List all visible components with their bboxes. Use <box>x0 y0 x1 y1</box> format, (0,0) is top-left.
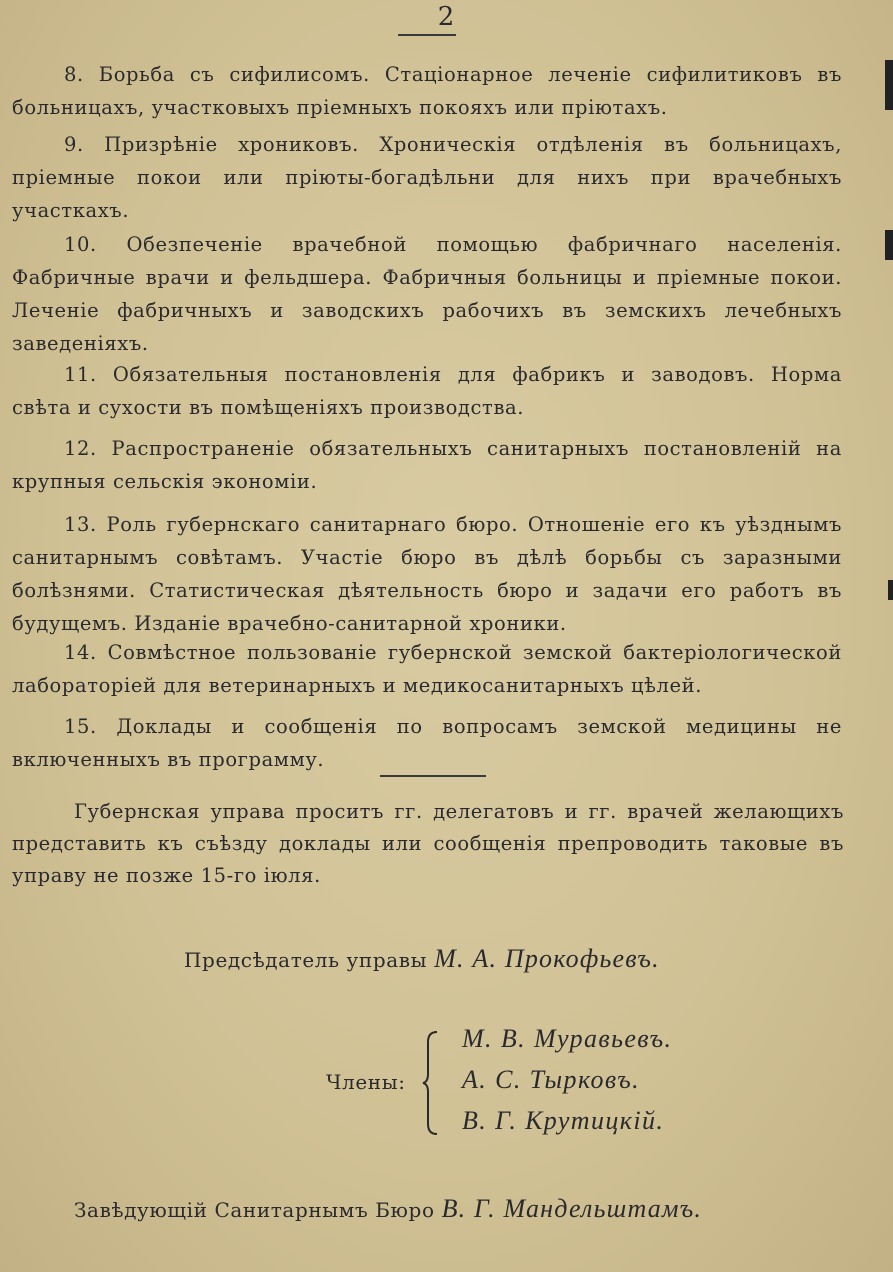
page-number: 2 <box>437 2 456 32</box>
member-name: А. С. Тырковъ. <box>462 1065 641 1094</box>
item-text: Обязательныя постановленія для фабрикъ и заводовъ. Норма свѣта и сухости въ помѣщеніяхъ производства. <box>12 363 842 419</box>
item-number: 11. <box>64 363 97 386</box>
item-number: 8. <box>64 63 84 86</box>
chairman-name: М. А. Прокофьевъ. <box>434 944 660 973</box>
program-item-10 <box>12 228 842 360</box>
scan-edge-mark <box>885 230 893 260</box>
item-text: Призрѣніе хрониковъ. Хроническія отдѣленія въ больницахъ, пріемные покои или пріюты-богадѣльни для нихъ при врачебныхъ участкахъ. <box>12 133 842 222</box>
program-item-14 <box>12 636 842 702</box>
notice-text: Губернская управа проситъ гг. делегатовъ и гг. врачей желающихъ представить къ съѣзду доклады или сообщенія препроводить таковые въ управу не позже 15-го іюля. <box>12 800 844 887</box>
bureau-head-label: Завѣдующій Санитарнымъ Бюро <box>74 1198 435 1222</box>
item-text: Доклады и сообщенія по вопросамъ земской медицины не включенныхъ въ программу. <box>12 715 842 771</box>
page-number-rule <box>398 34 456 36</box>
scan-edge-mark <box>888 580 893 600</box>
program-item-9 <box>12 128 842 227</box>
item-text: Совмѣстное пользованіе губернской земской бактеріологической лабораторіей для ветеринарныхъ и медикосанитарныхъ цѣлей. <box>12 641 842 697</box>
program-item-8 <box>12 58 842 124</box>
section-divider <box>380 775 486 777</box>
program-item-11 <box>12 358 842 424</box>
notice-paragraph <box>12 796 844 892</box>
item-number: 13. <box>64 513 97 536</box>
item-number: 14. <box>64 641 97 664</box>
item-text: Роль губернскаго санитарнаго бюро. Отношеніе его къ уѣзднымъ санитарнымъ совѣтамъ. Участіе бюро въ дѣлѣ борьбы съ заразными болѣзнями. Статистическая дѣятельность бюро и задачи его работъ въ будущемъ. Изданіе врачебно-санитарной хроники. <box>12 513 842 635</box>
program-item-15 <box>12 710 842 776</box>
members-brace <box>422 1030 440 1136</box>
item-text: Борьба съ сифилисомъ. Стаціонарное леченіе сифилитиковъ въ больницахъ, участковыхъ пріемныхъ покояхъ или пріютахъ. <box>12 63 842 119</box>
chairman-signature <box>184 944 660 974</box>
item-number: 12. <box>64 437 97 460</box>
program-item-12 <box>12 432 842 498</box>
bureau-head-signature <box>74 1194 702 1224</box>
member-name: М. В. Муравьевъ. <box>462 1024 673 1053</box>
item-number: 10. <box>64 233 97 256</box>
member-name: В. Г. Крутицкій. <box>462 1106 665 1135</box>
item-number: 15. <box>64 715 97 738</box>
chairman-label: Предсѣдатель управы <box>184 948 428 972</box>
program-item-13 <box>12 508 842 640</box>
scan-edge-mark <box>885 60 893 110</box>
bureau-head-name: В. Г. Мандельштамъ. <box>441 1194 703 1223</box>
item-text: Обезпеченіе врачебной помощью фабричнаго населенія. Фабричные врачи и фельдшера. Фабричныя больницы и пріемные покои. Леченіе фабричныхъ и заводскихъ рабочихъ въ земскихъ лечебныхъ заведеніяхъ. <box>12 233 842 355</box>
item-number: 9. <box>64 133 84 156</box>
members-label: Члены: <box>326 1070 406 1094</box>
item-text: Распространеніе обязательныхъ санитарныхъ постановленій на крупныя сельскія экономіи. <box>12 437 842 493</box>
